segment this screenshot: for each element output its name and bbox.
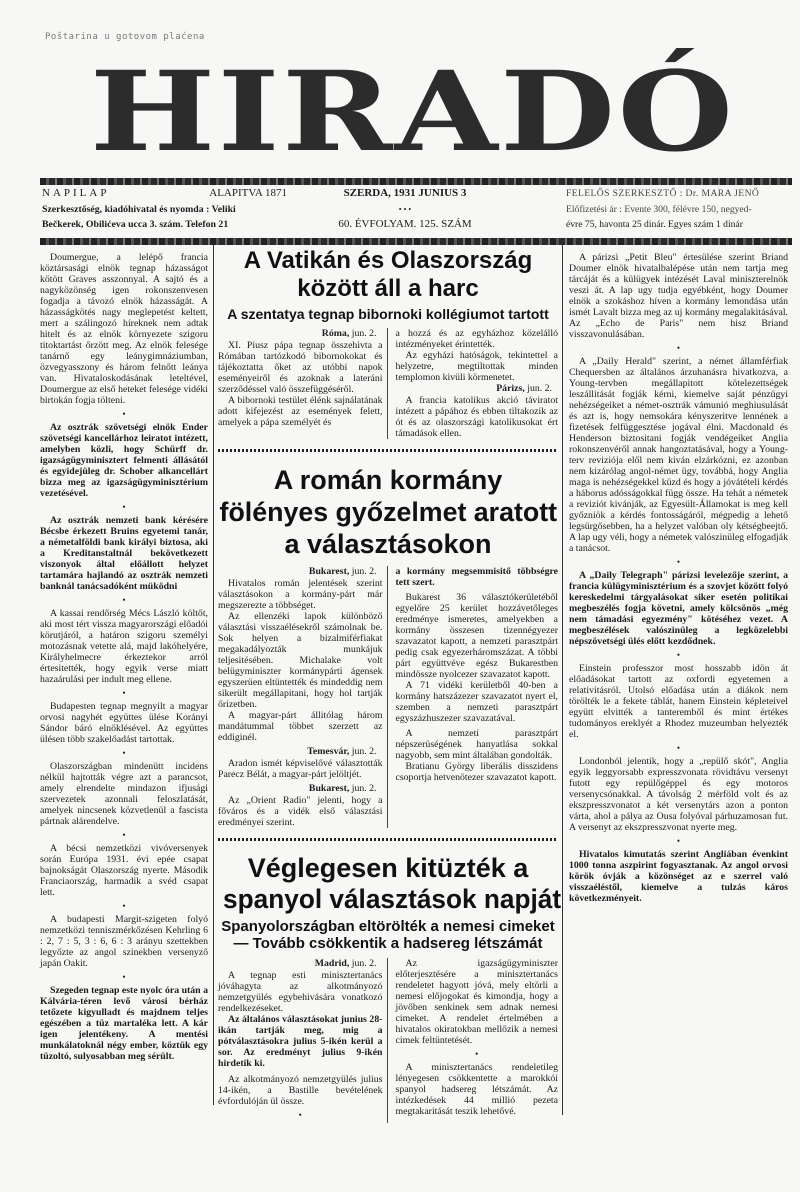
price-line-2: évre 75, havonta 25 dinár. Egyes szám 1 dinár xyxy=(566,219,743,230)
news-item: Budapesten tegnap megnyilt a magyar orvosi nagyhét együttes ülése Korányi Sándor báró elnöklésével. Az együttes ülésen több szakelőadást tartottak. xyxy=(40,701,208,745)
separator: • xyxy=(676,743,681,753)
paragraph: Az „Orient Radio" jelenti, hogy a főváros és a vidék első választási eredményei szerint. xyxy=(218,795,383,828)
paper-type: NAPILAP xyxy=(42,187,110,199)
dateline: Madrid, jun. 2. xyxy=(314,958,377,969)
separator: • xyxy=(122,595,126,605)
dateline: Bukarest, jun. 2. xyxy=(308,566,377,577)
headline: A Vatikán és Olaszország xyxy=(243,247,533,274)
paragraph: A magyar-párt állitólag három mandátummal többet szerzett az eddiginél. xyxy=(218,710,383,743)
paragraph: Az ellenzéki lapok különböző választási visszaélésekről számolnak be. Sok helyen a bizalmiférfiakat megakadályozták munkájuk teljesitésében. Michalake volt belügyminiszter kormánypárti ágensek egyszerüen eltüntették és mindeddig nem sikerült megállapitani, hogy hol tartják őrizetben. xyxy=(218,611,383,710)
masthead-logo: HIRADÓ xyxy=(89,47,736,176)
news-item: Hivatalos kimutatás szerint Angliában évenkint 1000 tonna aszpirint fogyasztanak. Az angol orvosi körök óvják a közönséget az e szerrel való visszaéléstől, kiemelve a tulzás káros következményeit. xyxy=(569,849,788,904)
news-item: A bécsi nemzetközi vivóversenyek során Európa 1931. évi epée csapat bajnokságát Olaszország nyerte. Második Franciaország, harmadik a svéd csapat lett. xyxy=(40,843,208,898)
paragraph: a hozzá és az egyházhoz közelálló intézményeket érintették. xyxy=(395,328,558,350)
paragraph: A nemzeti parasztpárt népszerüségének hanyatlása sokkal nagyobb, sem mint általában gondolták. xyxy=(395,728,558,761)
vatican-article xyxy=(218,247,558,439)
headline: A román kormány xyxy=(273,465,503,495)
paragraph: A minisztertanács rendeletileg lényegesen csökkentette a marokkói spanyol hadsereg létszámát. Az intézkedések 44 millió pezeta megtakaritását teszik lehetővé. xyxy=(395,1062,558,1117)
separator: • xyxy=(676,650,681,660)
subheadline: A szentatya tegnap bibornoki kollégiumot tartott xyxy=(227,306,549,322)
dateline: Bukarest, jun. 2. xyxy=(308,783,377,794)
founded: ALAPITVA 1871 xyxy=(209,187,287,199)
dotted-rule xyxy=(218,838,558,841)
separator: • xyxy=(122,901,126,911)
paragraph: Aradon ismét képviselővé választották Parecz Bélát, a magyar-párt jelöltjét. xyxy=(218,758,383,780)
separator: • xyxy=(676,836,681,846)
paragraph: Az egyházi hatóságok, tekintettel a helyzetre, megtiltottak minden templomon kivüli körmenetet. xyxy=(395,350,558,383)
paragraph: A francia katolikus akció táviratot intézett a pápához és ebben tiltakozik az ót és az olaszországi katolikusokat ért támadások ellen. xyxy=(395,395,558,439)
news-item: Az osztrák nemzeti bank kérésére Bécsbe érkezett Bruins egyetemi tanár, a németalföldi bank királyi biztosa, aki a Kreditanstaltnál bekövetkezett viszonyok által előállott helyzet tartamára hajlandó az osztrák nemzeti banknál tanácsadóként müködni xyxy=(40,515,208,592)
issue-date: SZERDA, 1931 JUNIUS 3 xyxy=(343,187,467,199)
paragraph: A bibornoki testület élénk sajnálatának adott kifejezést az események felett, amelyek a pápa személyét és xyxy=(218,395,383,428)
paragraph: Az igazságügyminiszter előterjesztésére a minisztertanács rendeletet hagyott jóvá, mely eltörli a nemesi előjogokat és kimondja, hogy a jövőben senkinek sem adnak nemesi cimeket. A rendelet értelmében a hivatalos okiratokban mellőzik a nemesi cimek feltüntetését. xyxy=(395,958,558,1046)
left-column xyxy=(40,252,208,1062)
separator: • xyxy=(298,1110,302,1120)
separator: • xyxy=(676,557,681,567)
dateline: Temesvár, jun. 2. xyxy=(307,746,377,757)
editor: FELELŐS SZERKESZTŐ : Dr. MARA JENŐ xyxy=(566,188,760,199)
news-item: A kassai rendőrség Mécs László költőt, aki most tért vissza magyarországi előadói körutjáról, a határon szigoru személyi motozásnak vetette alá, majd lakóhelyére, Királyhelmecre érkeztekor arról értesitették, hogy egyik verse miatt hazaárulási per indult meg ellene. xyxy=(40,608,208,685)
separator: • xyxy=(122,972,126,982)
news-item: A budapesti Margit-szigeten folyó nemzetközi tenniszmérkőzésen Kehrling 6 : 2, 7 : 5, 3 : 6, 6 : 3 arányu szettekben legyőzte az angol szinekben versenyző japán Oakit. xyxy=(40,914,208,969)
separator: • xyxy=(122,748,126,758)
subheadline: Spanyolországban eltörölték a nemesi cimeket — Tovább csökkentik a hadsereg létszámát xyxy=(221,918,555,952)
separator: • xyxy=(122,688,126,698)
column-divider xyxy=(213,245,214,1105)
news-item: Londonból jelentik, hogy a „repülő skót", Anglia egyik leggyorsabb expresszvonata rövidtávu versenyt futott egy repülőgéppel és egy motoros versenycsónakkal. A távolság 2 mérföld volt és az ekszpresszvonatot a két versenytárs azon a ponton várta, ahol a pálya az Ousa folyóval párhuzamosan fut. A versenyt az ekszpresszvonat nyerte meg. xyxy=(569,756,788,833)
paragraph: XI. Piusz pápa tegnap összehivta a Rómában tartózkodó bibornokokat és tájékoztatta őket az utóbbi napok eseményeiről és azoknak a lateráni szerződéssel való összefüggéséről. xyxy=(218,340,383,395)
news-item: Doumergue, a lelépő francia köztársasági elnök tegnap házasságot kötött Graves asszonnyal. A sajtó és a nagyközönség igen rokonszenvesen fogadja a távozó elnök házasságát. A házasságkötés nagy meglepetést keltett, mert a szálingozó híreknek nem adtak hitelt és az elnök környezete szigoru titoktartást őrzött meg. Az elnök felesége tanárnő egy leánygimnáziumban, özvegyasszony és három felnőtt leánya van. Hivataloskodásának leteltével, Doumergue az első heteket felesége vidéki birtokán fogja tölteni. xyxy=(40,252,208,406)
news-item: A „Daily Herald" szerint, a német államférfiak Chequersben az általános árzuhanásra hivatkozva, a Young-tervben megállapitott kötelezettségek leszállitását fogják kérni, kiemelve saját pénzügyi nehézségeiket a német-osztrák vámunió meghiusulását és azt is, hogy nemsokára kényszeritve lennének a fizetések felfüggesztése jogával élni. Macdonald és Henderson biztositani fogják vendégeiket Anglia rokonszenvéről annak hangoztatásával, hogy a Young-terv reviziója elől nem kiván elzárkózni, ez azonban nem kizárólag angol-német ügy, továbbá, hogy Anglia maga is nehézségekkel küzd és hogy a jóvátételi kérdés a háborus adósságokkal függ össze. Ha tehát a németek a reviziót kivánják, az Egyesült-Államokat is meg kell győzniök a kérdés fontosságáról, mégpedig a lehető legsürgősebben, ha a helyzet valóban oly kétségbeejtő. A lap ugy véli, hogy a németek valószinüleg elfogadják a tanácsot. xyxy=(569,356,788,554)
address-line-2: Bečkerek, Obilićeva ucca 3. szám. Telefon 21 xyxy=(42,219,229,230)
paragraph: a kormány megsemmisitő többségre tett szert. xyxy=(395,566,558,588)
separator: • xyxy=(475,1049,479,1059)
separator: • xyxy=(122,409,126,419)
paragraph: Az általános választásokat junius 28-ikán tartják meg, mig a pótválasztásokra julius 5-ikén kerül a sor. Az eredményt julius 9-ikén hirdetik ki. xyxy=(218,1014,383,1069)
headline: fölényes győzelmet aratott xyxy=(219,497,558,527)
dateline: Párizs, jun. 2. xyxy=(496,383,552,394)
masthead-title xyxy=(80,48,745,176)
price-line-1: Előfizetési ár : Evente 300, félévre 150, negyed- xyxy=(566,203,752,215)
separator: • xyxy=(676,343,681,353)
paragraph: Bukarest 36 választókerületéből egyelőre 25 kerület hozzávetőleges eredménye ismeretes, amelyekben a kormány összesen tizennégyezer szavazatot kapott, a nemzeti parasztpárt pedig csak egyezerháromszázat. A többi párt együttvéve egész Bukarestben mindössze nyolcezer szavazatot kapott. xyxy=(395,592,558,680)
header-top-rule xyxy=(40,178,792,185)
paragraph: Az alkotmányozó nemzetgyülés julius 14-ikén, a Bastille bevételének évfordulóján ül össze. xyxy=(218,1074,383,1107)
paragraph: A tegnap esti minisztertanács jóváhagyta az alkotmányozó nemzetgyülés egybehivására vonatkozó rendelkezéseket. xyxy=(218,970,383,1014)
dotted-rule xyxy=(218,449,558,452)
address-line-1: Szerkesztőség, kiadóhivatal és nyomda : Veliki xyxy=(42,203,236,215)
header-center xyxy=(305,186,505,233)
spain-article xyxy=(218,853,562,1123)
dateline: Róma, jun. 2. xyxy=(321,328,377,339)
paragraph: Bratianu György liberális disszidens csoportja hetvenötezer szavazatot kapott. xyxy=(395,761,558,783)
header-bottom-rule xyxy=(40,238,792,245)
headline: spanyol választások napját xyxy=(223,884,562,914)
headline: között áll a harc xyxy=(297,275,479,302)
news-item: Szegeden tegnap este nyolc óra után a Kálvária-téren levő városi bérház tetőzete kigyulladt és majdnem teljes egészében a tüz martaléka lett. A kár igen jelentékeny. A mentési munkálatoknál négy ember, köztük egy tüzoltó, sulyosabban meg sérült. xyxy=(40,985,208,1062)
romania-article xyxy=(218,464,558,828)
header-left xyxy=(42,186,287,233)
volume-number: 60. ÉVFOLYAM. 125. SZÁM xyxy=(338,218,472,230)
headline: a választásokon xyxy=(284,529,492,559)
news-item: Einstein professzor most hosszabb idön át előadásokat tartott az oxfordi egyetemen a relativitásról. Utolsó előadása után a diákok nem törölték le a fekete táblát, hanem Einstein képleteivel együtt elvitték a tanteremből és mint értékes tudományos ereklyét a Rhodez muzeumban helyezték el. xyxy=(569,663,788,740)
header-right xyxy=(566,186,759,233)
separator: • xyxy=(122,502,126,512)
postal-note: Poštarina u gotovom plaćena xyxy=(45,32,205,42)
news-item: Az osztrák szövetségi elnök Ender szövetségi kancellárhoz leiratot intézett, amelyben közli, hogy Schürff dr. igazságügyminisztert felmenti állásától és egyidejüleg dr. Schober alkancellárt bizza meg az igazságügyminisztérium vezetésével. xyxy=(40,422,208,499)
ornament: • • • xyxy=(398,204,412,214)
news-item: Olaszországban mindenütt incidens nélkül hajtották végre azt a parancsot, amely elrendelte mindazon ifjusági szervezetek azonnali feloszlatását, amelyek nincsenek közvetlenül a fascista pártnak alárendelve. xyxy=(40,761,208,827)
paragraph: A 71 vidéki kerületből 40-ben a kormány hatszázezer szavazatot nyert el, szemben a nemzeti parasztpárt egyszázhuszezer szavazatával. xyxy=(395,680,558,724)
separator: • xyxy=(122,830,126,840)
column-divider xyxy=(562,245,563,1115)
news-item: A „Daily Telegraph" párizsi levelezője szerint, a francia külügyminisztérium és a szovjet között folyó kereskedelmi tárgyalásokat siker esetén politikai megbeszélés fogja követni, amely kölcsönös „még nem támadási egyezmény" kötéséhez vezet. A megbeszélések valószinüleg a legközelebbi népszövetségi ülés előtt kezdődnek. xyxy=(569,570,788,647)
right-column xyxy=(569,252,788,904)
news-item: A párizsi „Petit Bleu" értesülése szerint Briand Doumer elnök hivatalbalépése után nem tartja meg tárcáját és a külügyek intézését Laval miniszterelnök veszi át. A lap ugy tudja egyébként, hogy Doumer elnök a szokáshoz híven a kormány lemondása után ismét Lavalt bizza meg az uj kormány megalakitásával. Az „Echo de Paris" nem hisz Briand visszavonulásában. xyxy=(569,252,788,340)
paragraph: Hivatalos román jelentések szerint választásokon a kormány-párt már megszerezte a többséget. xyxy=(218,578,383,611)
headline: Véglegesen kitüzték a xyxy=(247,853,529,883)
middle-column xyxy=(218,247,562,1123)
